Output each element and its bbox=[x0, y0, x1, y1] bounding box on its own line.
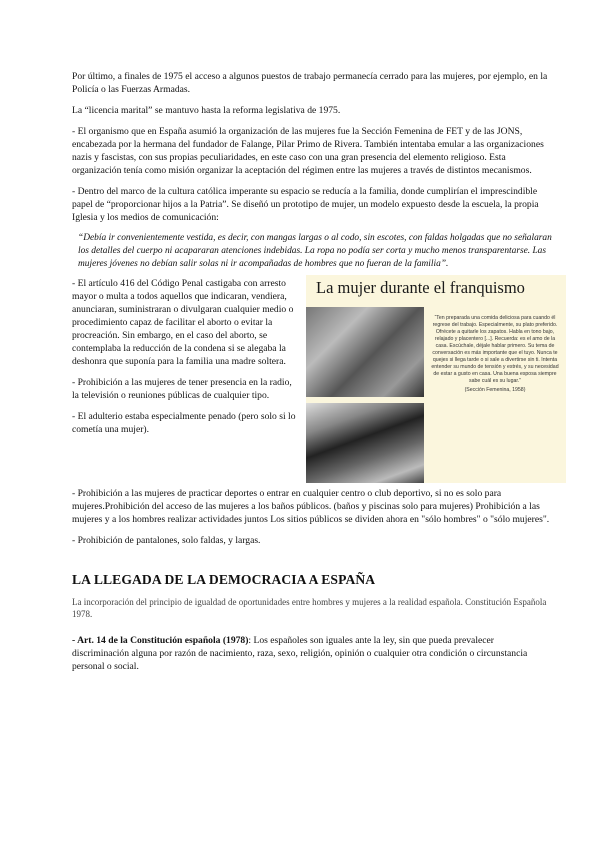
paragraph-marital-license: La “licencia marital” se mantuvo hasta la reforma legislativa de 1975. bbox=[72, 105, 341, 116]
paragraph-penal-code: - El artículo 416 del Código Penal castigaba con arresto mayor o multa a todos aquellos que indicaran, vendiera, anunciaran, suministraran o divulgaran cualquier medio o procedimiento capaz de facilitar el aborto o evitar la procreación. Sin embargo, en el caso del aborto, se contemplaba la reducción de la condena si se alegaba la deshonra que suponía para la familia una madre soltera. bbox=[72, 278, 294, 367]
quote-dress-code: “Debía ir convenientemente vestida, es decir, con mangas largas o al codo, sin escotes, con faldas holgadas que no señalaran los detalles del cuerpo ni acapararan atenciones indebidas. La ropa no podía ser corta y mucho menos transparentarse. Las mujeres jóvenes no debían salir solas ni ir acompañadas de hombres que no fueran de la familia”. bbox=[78, 233, 552, 269]
article-label: - Art. 14 de la Constitución española (1978) bbox=[72, 635, 249, 646]
article-text: : Los españoles son iguales ante la ley, sin que pueda prevalecer discriminación alguna por razón de nacimiento, raza, sexo, religión, opinión o cualquier otra condición o circunstancia personal o social. bbox=[72, 635, 528, 672]
wrap-area bbox=[72, 277, 559, 547]
photo-women-street-icon bbox=[306, 403, 424, 483]
section-subtitle: La incorporación del principio de igualdad de oportunidades entre hombres y mujeres a la realidad española. Constitución Española 1978. bbox=[72, 597, 547, 619]
paragraph-article-14 bbox=[72, 634, 552, 673]
figure-cite: (Sección Femenina, 1958) bbox=[464, 387, 526, 393]
paragraph-seccion-femenina: - El organismo que en España asumió la organización de las mujeres fue la Sección Femenina de FET y de las JONS, encabezada por la hermana del fundador de Falange, Pilar Primo de Rivera. También intentaba emular a las organizaciones nazis y fascistas, con sus propias peculiaridades, en este caso con una gran presencia del elemento religioso. Esta organización tenía como misión organizar la aceptación del régimen entre las mujeres a través de distintos mecanismos. bbox=[72, 126, 544, 176]
figure-quote-text: “Ten preparada una comida deliciosa para cuando él regrese del trabajo. Especialmente, su plato preferido. Ofrécete a quitarle los zapatos. Habla en tono bajo, relajado y placentero [...]. Recuerda: es el amo de la casa. Escúchale, déjale hablar primero. Su tema de conversación es más importante que el tuyo. Nunca te quejes si llega tarde o si sale a divertirse sin ti. Intenta entender su mundo de tensión y estrés, y su necesidad de estar a gusto en casa. Una buena esposa siempre sabe cuál es su lugar.” bbox=[431, 315, 559, 384]
figure-title: La mujer durante el franquismo bbox=[316, 278, 525, 297]
paragraph-workplace: Por último, a finales de 1975 el acceso a algunos puestos de trabajo permanecía cerrado para las mujeres, por ejemplo, en la Policía o las Fuerzas Armadas. bbox=[72, 71, 548, 95]
franquismo-figure bbox=[306, 275, 566, 483]
paragraph-catholic-culture: - Dentro del marco de la cultura católica imperante su espacio se reducía a la familia, donde cumplirían el imprescindible papel de “proporcionar hijos a la Patria”. Se diseñó un prototipo de mujer, un modelo expuesto desde la escuela, la propia Iglesia y los medios de comunicación: bbox=[72, 186, 539, 223]
paragraph-sports-ban: - Prohibición a las mujeres de practicar deportes o entrar en cualquier centro o club deportivo, si no es solo para mujeres.Prohibición del acceso de las mujeres a los baños públicos. (baños y piscinas solo para mujeres) Prohibición a las mujeres y a los hombres realizar actividades juntos Los sitios públicos se dividen ahora en "sólo hombres" o "sólo mujeres". bbox=[72, 488, 550, 525]
paragraph-trousers-ban: - Prohibición de pantalones, solo faldas, y largas. bbox=[72, 535, 261, 546]
photo-women-group-icon bbox=[306, 307, 424, 397]
section-heading-democracy: LA LLEGADA DE LA DEMOCRACIA A ESPAÑA bbox=[72, 572, 376, 587]
paragraph-adultery: - El adulterio estaba especialmente penado (pero solo si lo cometía una mujer). bbox=[72, 411, 296, 435]
figure-quote bbox=[430, 315, 560, 394]
document-page bbox=[72, 70, 559, 681]
paragraph-media-ban: - Prohibición a las mujeres de tener presencia en la radio, la televisión o reuniones públicas de cualquier tipo. bbox=[72, 377, 292, 401]
